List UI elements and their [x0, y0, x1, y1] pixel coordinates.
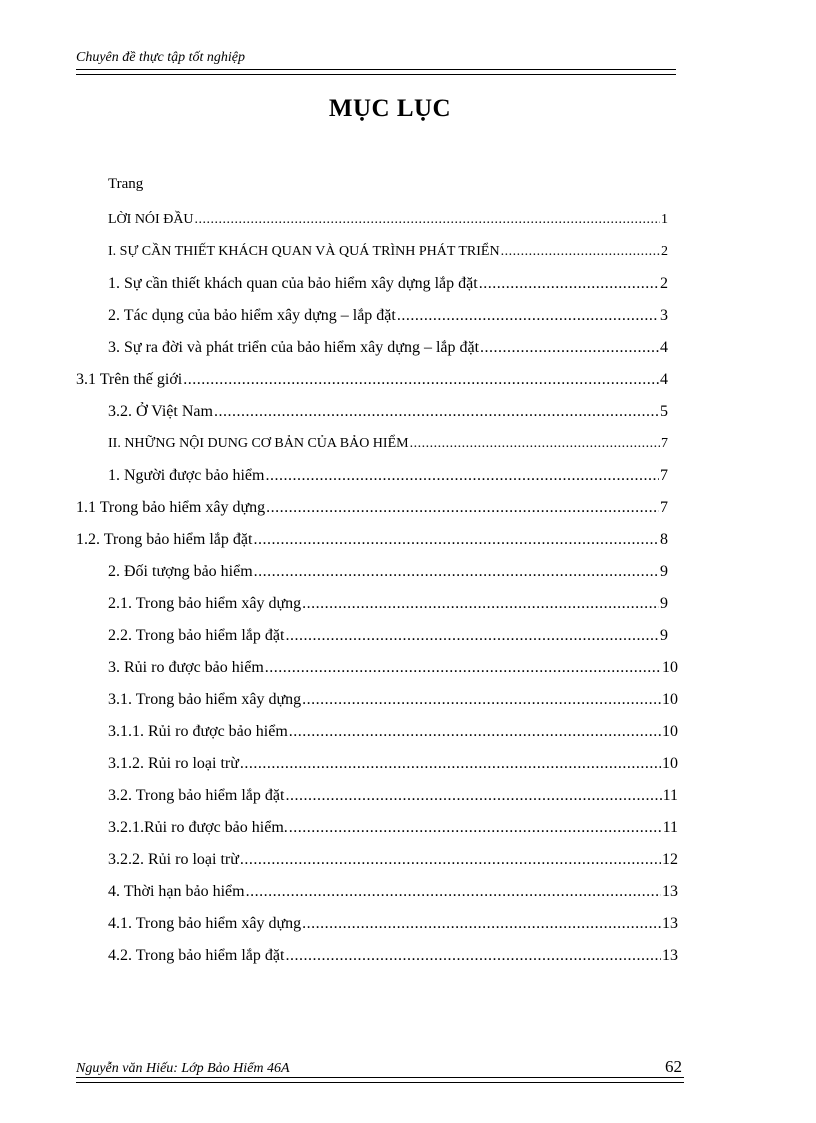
- toc-entry-page: 4: [660, 339, 668, 356]
- toc-entry[interactable]: [108, 876, 678, 902]
- toc-entry-page: 12: [662, 851, 678, 868]
- toc-leader-dots: [285, 626, 659, 646]
- toc-entry-page: 9: [660, 563, 668, 580]
- toc-entry-page: 11: [662, 819, 678, 836]
- toc-entry[interactable]: [76, 492, 668, 518]
- toc-entry-label: 4.1. Trong bảo hiểm xây dựng: [108, 915, 302, 932]
- toc-leader-dots: [240, 850, 661, 870]
- toc-leader-dots: [285, 946, 661, 966]
- toc-entry-label: 3. Sự ra đời và phát triển của bảo hiểm xây dựng – lắp đặt: [108, 339, 480, 356]
- toc-leader-dots: [240, 754, 661, 774]
- toc-leader-dots: [479, 274, 659, 294]
- toc-entry[interactable]: [108, 396, 668, 422]
- toc-entry-label: 3.1. Trong bảo hiểm xây dựng: [108, 691, 302, 708]
- footer-page-number: 62: [665, 1057, 682, 1076]
- toc-entry[interactable]: [108, 684, 678, 710]
- toc-entry-label: LỜI NÓI ĐẦU: [108, 212, 194, 227]
- toc-entry-page: 10: [662, 723, 678, 740]
- toc-entry-label: 2.1. Trong bảo hiểm xây dựng: [108, 595, 302, 612]
- toc-entry-page: 13: [662, 915, 678, 932]
- toc-entry-label: 3. Rủi ro được bảo hiểm: [108, 659, 264, 676]
- toc-entry-page: 7: [660, 467, 668, 484]
- toc-entry[interactable]: [76, 364, 668, 390]
- toc-entry[interactable]: [108, 620, 668, 646]
- toc-entry[interactable]: [108, 588, 668, 614]
- toc-entry[interactable]: [108, 908, 678, 934]
- toc-leader-dots: [183, 370, 659, 390]
- toc-leader-dots: [302, 594, 659, 614]
- toc-entry-page: 1: [661, 212, 668, 227]
- toc-entry[interactable]: [108, 236, 668, 262]
- toc-leader-dots: [410, 434, 660, 454]
- toc-entry-page: 10: [662, 755, 678, 772]
- toc-entry-label: 4.2. Trong bảo hiểm lắp đặt: [108, 947, 285, 964]
- header-rule: [76, 69, 676, 75]
- toc-leader-dots: [246, 882, 661, 902]
- toc-leader-dots: [289, 818, 662, 838]
- toc-leader-dots: [302, 914, 661, 934]
- toc-entry-label: II. NHỮNG NỘI DUNG CƠ BẢN CỦA BẢO HIỂM: [108, 436, 409, 451]
- toc-entry-page: 4: [660, 371, 668, 388]
- toc-leader-dots: [266, 498, 659, 518]
- toc-entry-label: 1.2. Trong bảo hiểm lắp đặt: [76, 531, 253, 548]
- toc-entry[interactable]: [108, 780, 678, 806]
- toc-entry-page: 10: [662, 691, 678, 708]
- toc-entry[interactable]: [76, 524, 668, 550]
- toc-leader-dots: [195, 210, 660, 230]
- toc-entry-label: 2. Đối tượng bảo hiểm: [108, 563, 253, 580]
- toc-entry-label: 2.2. Trong bảo hiểm lắp đặt: [108, 627, 285, 644]
- toc-entry-label: I. SỰ CẦN THIẾT KHÁCH QUAN VÀ QUÁ TRÌNH PHÁT TRIỂN: [108, 244, 500, 259]
- toc-entry-label: 1. Người được bảo hiểm: [108, 467, 265, 484]
- running-header: Chuyên đề thực tập tốt nghiệp: [76, 50, 245, 65]
- toc-entry[interactable]: [108, 428, 668, 454]
- toc-entry[interactable]: [108, 204, 668, 230]
- toc-entry-label: 3.2.1.Rủi ro được bảo hiểm.: [108, 819, 288, 836]
- toc-entry[interactable]: [108, 652, 678, 678]
- toc-entry-page: 8: [660, 531, 668, 548]
- toc-entry-page: 7: [660, 499, 668, 516]
- toc-entry-page: 5: [660, 403, 668, 420]
- toc-entry-label: 3.1.1. Rủi ro được bảo hiểm: [108, 723, 288, 740]
- toc-leader-dots: [289, 722, 661, 742]
- toc-leader-dots: [285, 786, 661, 806]
- toc-entry[interactable]: [108, 844, 678, 870]
- toc-entry-label: 1.1 Trong bảo hiểm xây dựng: [76, 499, 266, 516]
- toc-entry-page: 11: [662, 787, 678, 804]
- toc-entry-label: 3.1 Trên thế giới: [76, 371, 183, 388]
- toc-entry-label: 3.2. Ở Việt Nam: [108, 403, 213, 420]
- toc-leader-dots: [253, 530, 659, 550]
- toc-entry-label: 3.2.2. Rủi ro loại trừ: [108, 851, 239, 868]
- toc-entry[interactable]: [108, 812, 678, 838]
- toc-entry-label: 1. Sự cần thiết khách quan của bảo hiểm xây dựng lắp đặt: [108, 275, 478, 292]
- toc-entry[interactable]: [108, 716, 678, 742]
- toc-entry-page: 3: [660, 307, 668, 324]
- toc-entry-label: 4. Thời hạn bảo hiểm: [108, 883, 245, 900]
- footer-author: Nguyễn văn Hiếu: Lớp Bảo Hiểm 46A: [76, 1061, 290, 1076]
- toc-leader-dots: [501, 242, 660, 262]
- toc-entry[interactable]: [108, 556, 668, 582]
- toc-entry-page: 10: [662, 659, 678, 676]
- toc-entry[interactable]: [108, 460, 668, 486]
- toc-entry[interactable]: [108, 268, 668, 294]
- toc-entry-page: 13: [662, 947, 678, 964]
- toc-leader-dots: [214, 402, 659, 422]
- toc-entry[interactable]: [108, 300, 668, 326]
- toc-entry-page: 2: [660, 275, 668, 292]
- toc-entry[interactable]: [108, 940, 678, 966]
- toc-entry-label: 2. Tác dụng của bảo hiểm xây dựng – lắp đặt: [108, 307, 396, 324]
- toc-leader-dots: [302, 690, 661, 710]
- toc-entry-label: 3.1.2. Rủi ro loại trừ: [108, 755, 239, 772]
- toc-entry-page: 9: [660, 627, 668, 644]
- toc-entry-label: 3.2. Trong bảo hiểm lắp đặt: [108, 787, 285, 804]
- toc-entry[interactable]: [108, 748, 678, 774]
- footer-rule: [76, 1077, 684, 1083]
- toc-entry-page: 13: [662, 883, 678, 900]
- toc-entry-page: 7: [661, 436, 668, 451]
- toc-entry-page: 2: [661, 244, 668, 259]
- toc-leader-dots: [265, 466, 659, 486]
- toc-entry[interactable]: [108, 332, 668, 358]
- toc-entry-page: 9: [660, 595, 668, 612]
- page-footer: [76, 1057, 682, 1077]
- page-column-label: Trang: [108, 176, 144, 192]
- page-title: MỤC LỤC: [328, 95, 452, 122]
- toc-leader-dots: [480, 338, 659, 358]
- toc-leader-dots: [265, 658, 661, 678]
- toc-leader-dots: [397, 306, 659, 326]
- toc-leader-dots: [254, 562, 659, 582]
